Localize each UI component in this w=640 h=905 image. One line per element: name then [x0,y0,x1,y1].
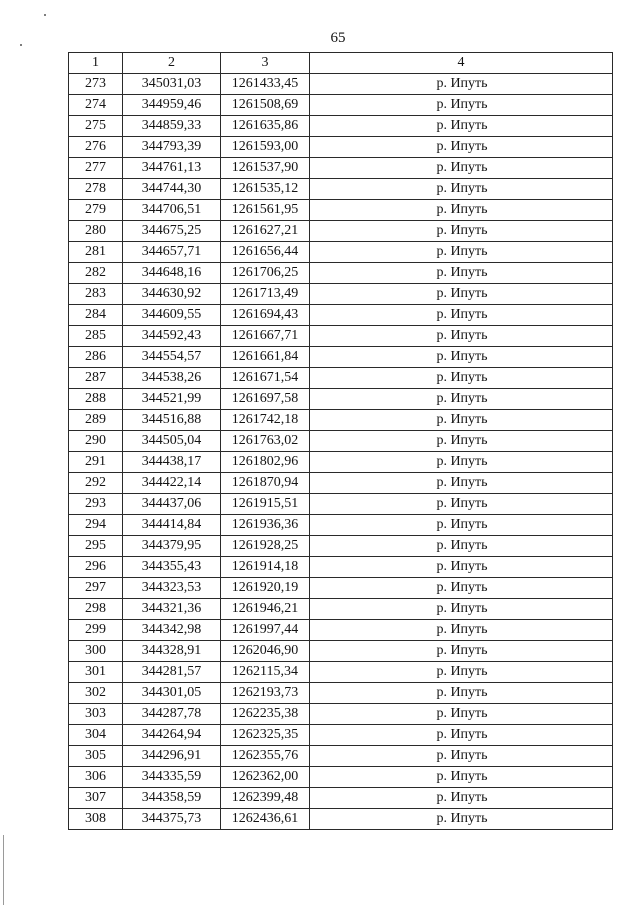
table-row [69,515,613,536]
description-cell: р. Ипуть [310,221,613,242]
y-coordinate-cell: 1261936,36 [221,515,310,536]
table-row [69,347,613,368]
table-row [69,284,613,305]
description-cell: р. Ипуть [310,74,613,95]
point-number-cell: 301 [69,662,123,683]
description-cell: р. Ипуть [310,746,613,767]
y-coordinate-cell: 1261920,19 [221,578,310,599]
coordinates-table [68,52,613,830]
table-row [69,242,613,263]
y-coordinate-cell: 1262399,48 [221,788,310,809]
table-row [69,641,613,662]
x-coordinate-cell: 344657,71 [123,242,221,263]
x-coordinate-cell: 344358,59 [123,788,221,809]
point-number-cell: 302 [69,683,123,704]
point-number-cell: 273 [69,74,123,95]
y-coordinate-cell: 1261627,21 [221,221,310,242]
table-row [69,494,613,515]
description-cell: р. Ипуть [310,158,613,179]
description-cell: р. Ипуть [310,809,613,830]
point-number-cell: 299 [69,620,123,641]
description-cell: р. Ипуть [310,200,613,221]
y-coordinate-cell: 1261915,51 [221,494,310,515]
description-cell: р. Ипуть [310,284,613,305]
table-row [69,305,613,326]
description-cell: р. Ипуть [310,179,613,200]
x-coordinate-cell: 344675,25 [123,221,221,242]
y-coordinate-cell: 1261656,44 [221,242,310,263]
column-header: 1 [69,53,123,74]
description-cell: р. Ипуть [310,557,613,578]
scan-edge-line [3,835,4,905]
description-cell: р. Ипуть [310,263,613,284]
x-coordinate-cell: 344323,53 [123,578,221,599]
x-coordinate-cell: 344422,14 [123,473,221,494]
y-coordinate-cell: 1261946,21 [221,599,310,620]
description-cell: р. Ипуть [310,662,613,683]
x-coordinate-cell: 344438,17 [123,452,221,473]
point-number-cell: 297 [69,578,123,599]
description-cell: р. Ипуть [310,641,613,662]
table-row [69,431,613,452]
y-coordinate-cell: 1261561,95 [221,200,310,221]
table-row [69,809,613,830]
table-row [69,536,613,557]
table-row [69,179,613,200]
x-coordinate-cell: 344859,33 [123,116,221,137]
table-row [69,389,613,410]
description-cell: р. Ипуть [310,410,613,431]
column-header: 4 [310,53,613,74]
y-coordinate-cell: 1261742,18 [221,410,310,431]
table-row [69,263,613,284]
table-row [69,221,613,242]
x-coordinate-cell: 344630,92 [123,284,221,305]
x-coordinate-cell: 344516,88 [123,410,221,431]
x-coordinate-cell: 344379,95 [123,536,221,557]
y-coordinate-cell: 1261635,86 [221,116,310,137]
point-number-cell: 282 [69,263,123,284]
x-coordinate-cell: 344287,78 [123,704,221,725]
y-coordinate-cell: 1261508,69 [221,95,310,116]
y-coordinate-cell: 1261694,43 [221,305,310,326]
table-row [69,410,613,431]
y-coordinate-cell: 1261870,94 [221,473,310,494]
table-row [69,473,613,494]
x-coordinate-cell: 344414,84 [123,515,221,536]
column-header: 3 [221,53,310,74]
x-coordinate-cell: 344761,13 [123,158,221,179]
description-cell: р. Ипуть [310,473,613,494]
y-coordinate-cell: 1261671,54 [221,368,310,389]
point-number-cell: 300 [69,641,123,662]
y-coordinate-cell: 1261537,90 [221,158,310,179]
y-coordinate-cell: 1262235,38 [221,704,310,725]
table-row [69,95,613,116]
point-number-cell: 295 [69,536,123,557]
x-coordinate-cell: 344335,59 [123,767,221,788]
description-cell: р. Ипуть [310,494,613,515]
point-number-cell: 284 [69,305,123,326]
x-coordinate-cell: 344793,39 [123,137,221,158]
y-coordinate-cell: 1261914,18 [221,557,310,578]
table-row [69,452,613,473]
table-row [69,557,613,578]
description-cell: р. Ипуть [310,242,613,263]
x-coordinate-cell: 344296,91 [123,746,221,767]
y-coordinate-cell: 1261802,96 [221,452,310,473]
y-coordinate-cell: 1262115,34 [221,662,310,683]
table-row [69,704,613,725]
x-coordinate-cell: 344437,06 [123,494,221,515]
x-coordinate-cell: 344521,99 [123,389,221,410]
y-coordinate-cell: 1261997,44 [221,620,310,641]
table-row [69,116,613,137]
x-coordinate-cell: 344959,46 [123,95,221,116]
point-number-cell: 291 [69,452,123,473]
description-cell: р. Ипуть [310,137,613,158]
x-coordinate-cell: 344648,16 [123,263,221,284]
y-coordinate-cell: 1262436,61 [221,809,310,830]
point-number-cell: 286 [69,347,123,368]
description-cell: р. Ипуть [310,536,613,557]
x-coordinate-cell: 344355,43 [123,557,221,578]
table-row [69,725,613,746]
point-number-cell: 304 [69,725,123,746]
y-coordinate-cell: 1262193,73 [221,683,310,704]
point-number-cell: 290 [69,431,123,452]
x-coordinate-cell: 344744,30 [123,179,221,200]
table-row [69,326,613,347]
point-number-cell: 281 [69,242,123,263]
description-cell: р. Ипуть [310,620,613,641]
y-coordinate-cell: 1262046,90 [221,641,310,662]
table-row [69,746,613,767]
description-cell: р. Ипуть [310,788,613,809]
point-number-cell: 285 [69,326,123,347]
y-coordinate-cell: 1261433,45 [221,74,310,95]
table-row [69,767,613,788]
y-coordinate-cell: 1261763,02 [221,431,310,452]
column-header: 2 [123,53,221,74]
point-number-cell: 308 [69,809,123,830]
description-cell: р. Ипуть [310,767,613,788]
point-number-cell: 292 [69,473,123,494]
description-cell: р. Ипуть [310,725,613,746]
x-coordinate-cell: 344342,98 [123,620,221,641]
y-coordinate-cell: 1261593,00 [221,137,310,158]
point-number-cell: 307 [69,788,123,809]
point-number-cell: 276 [69,137,123,158]
description-cell: р. Ипуть [310,95,613,116]
table-row [69,599,613,620]
x-coordinate-cell: 344375,73 [123,809,221,830]
x-coordinate-cell: 344505,04 [123,431,221,452]
point-number-cell: 280 [69,221,123,242]
point-number-cell: 278 [69,179,123,200]
description-cell: р. Ипуть [310,116,613,137]
table-row [69,620,613,641]
table-row [69,74,613,95]
x-coordinate-cell: 344328,91 [123,641,221,662]
x-coordinate-cell: 344538,26 [123,368,221,389]
point-number-cell: 288 [69,389,123,410]
description-cell: р. Ипуть [310,305,613,326]
y-coordinate-cell: 1261661,84 [221,347,310,368]
description-cell: р. Ипуть [310,431,613,452]
page-number: 65 [330,30,346,46]
point-number-cell: 277 [69,158,123,179]
description-cell: р. Ипуть [310,347,613,368]
y-coordinate-cell: 1261928,25 [221,536,310,557]
x-coordinate-cell: 344592,43 [123,326,221,347]
point-number-cell: 274 [69,95,123,116]
description-cell: р. Ипуть [310,452,613,473]
x-coordinate-cell: 344281,57 [123,662,221,683]
y-coordinate-cell: 1261713,49 [221,284,310,305]
x-coordinate-cell: 344301,05 [123,683,221,704]
y-coordinate-cell: 1262325,35 [221,725,310,746]
y-coordinate-cell: 1261706,25 [221,263,310,284]
point-number-cell: 296 [69,557,123,578]
table-row [69,200,613,221]
x-coordinate-cell: 344264,94 [123,725,221,746]
point-number-cell: 287 [69,368,123,389]
y-coordinate-cell: 1261667,71 [221,326,310,347]
point-number-cell: 293 [69,494,123,515]
table-body [69,74,613,830]
x-coordinate-cell: 344706,51 [123,200,221,221]
description-cell: р. Ипуть [310,515,613,536]
table-row [69,158,613,179]
description-cell: р. Ипуть [310,683,613,704]
x-coordinate-cell: 344554,57 [123,347,221,368]
point-number-cell: 306 [69,767,123,788]
x-coordinate-cell: 344321,36 [123,599,221,620]
table-row [69,788,613,809]
table-header-row [69,53,613,74]
table-row [69,578,613,599]
table-row [69,683,613,704]
table-row [69,137,613,158]
point-number-cell: 305 [69,746,123,767]
point-number-cell: 298 [69,599,123,620]
scan-speck [44,14,46,16]
y-coordinate-cell: 1261697,58 [221,389,310,410]
point-number-cell: 283 [69,284,123,305]
description-cell: р. Ипуть [310,704,613,725]
y-coordinate-cell: 1261535,12 [221,179,310,200]
description-cell: р. Ипуть [310,326,613,347]
point-number-cell: 289 [69,410,123,431]
table-row [69,662,613,683]
description-cell: р. Ипуть [310,389,613,410]
x-coordinate-cell: 344609,55 [123,305,221,326]
y-coordinate-cell: 1262362,00 [221,767,310,788]
point-number-cell: 294 [69,515,123,536]
description-cell: р. Ипуть [310,599,613,620]
point-number-cell: 303 [69,704,123,725]
x-coordinate-cell: 345031,03 [123,74,221,95]
description-cell: р. Ипуть [310,578,613,599]
description-cell: р. Ипуть [310,368,613,389]
point-number-cell: 279 [69,200,123,221]
table-row [69,368,613,389]
point-number-cell: 275 [69,116,123,137]
y-coordinate-cell: 1262355,76 [221,746,310,767]
